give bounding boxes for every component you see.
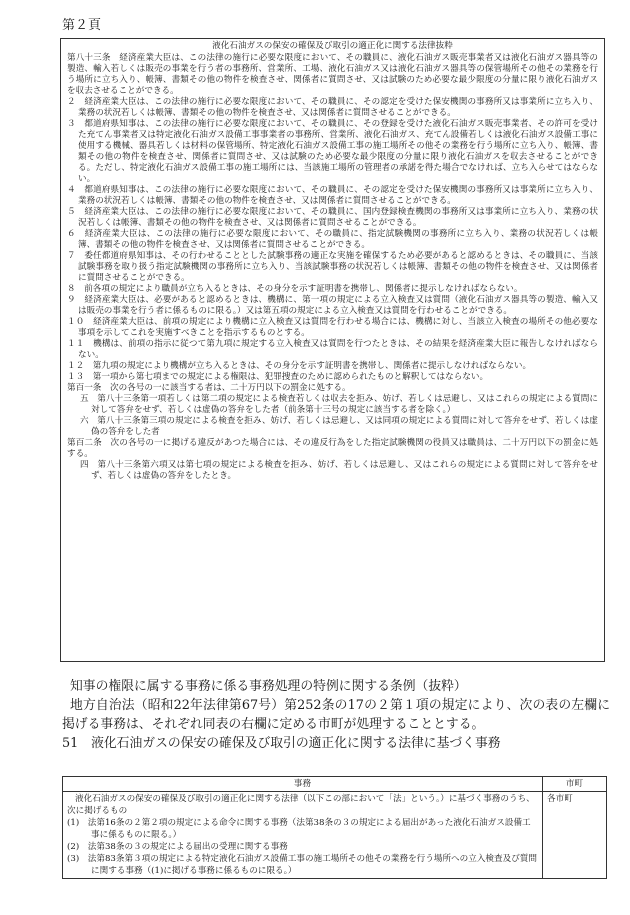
law-paragraph: ５ 経済産業大臣は、この法律の施行に必要な限度において、その職員に、国内登録検査機関の事務所又は事業所に立ち入り、業務の状況若しくは帳簿、書類その他の物件を検査させ、又は関係者に質問させることができる。 [67, 207, 598, 228]
law-paragraph: １１ 機構は、前項の指示に従つて第九項に規定する立入検査又は質問を行つたときは、その結果を経済産業大臣に報告しなければならない。 [67, 339, 598, 360]
header-affairs: 事務 [63, 777, 543, 792]
law-paragraph: ２ 経済産業大臣は、この法律の施行に必要な限度において、その職員に、その認定を受けた保安機関の事務所又は事業所に立ち入り、業務の状況若しくは帳簿、書類その他の物件を検査させ、又は関係者に質問させることができる。 [67, 97, 598, 118]
law-paragraph: ８ 前各項の規定により職員が立ち入るときは、その身分を示す証明書を携帯し、関係者に提示しなければならない。 [67, 284, 523, 294]
ordinance-title: 知事の権限に属する事務に係る事務処理の特例に関する条例（抜粋） [70, 679, 467, 694]
affairs-list-item: (1) 法第16条の２第２項の規定による命令に関する事務（法第38条の３の規定による届出があった液化石油ガス設備工事に係るものに限る。） [67, 818, 531, 840]
affairs-cell [63, 792, 543, 879]
law-paragraph: １０ 経済産業大臣は、前項の規定により機構に立入検査又は質問を行わせる場合には、機構に対し、当該立入検査の場所その他必要な事項を示してこれを実施すべきことを指示するものとする。 [67, 317, 598, 338]
affairs-table [62, 776, 607, 879]
law-paragraph: １２ 第九項の規定により機構が立ち入るときは、その身分を示す証明書を携帯し、関係者に提示しなければならない。 [67, 361, 532, 371]
table-header-row [63, 777, 607, 792]
law-paragraph: ７ 委任都道府県知事は、その行わせることとした試験事務の適正な実施を確保するため必要があると認めるときは、その職員に、当該試験事務を取り扱う指定試験機関の事務所に立ち入り、当該試験事務の状況若しくは帳簿、書類その他の物件を検査させ、又は関係者に質問させることができる。 [67, 251, 598, 283]
law-excerpt-title: 液化石油ガスの保安の確保及び取引の適正化に関する法律抜粋 [212, 41, 453, 51]
law-paragraph: ３ 都道府県知事は、この法律の施行に必要な限度において、その職員に、その登録を受けた液化石油ガス販売事業者、その許可を受けた充てん事業者又は特定液化石油ガス設備工事事業者の事務所、営業所、液化石油ガス、充てん設備若しくは液化石油ガス設備工事に使用する機械、器具若しくは材料の保管場所、特定液化石油ガス設備工事の施工場所その他その業務を行う場所に立ち入り、帳簿、書類その他の物件を検査させ、関係者に質問させ、又は試験のため必要な最少限度の分量に限り液化石油ガスを収去させることができる。ただし、特定液化石油ガス設備工事の施工場所には、当該施工場所の管理者の承諾を得た場合でなければ、立ち入らせてはならない。 [67, 119, 598, 184]
law-excerpt-box [60, 38, 605, 662]
law-paragraph: 四 第八十三条第六項又は第七項の規定による検査を拒み、妨げ、若しくは忌避し、又はこれらの規定による質問に対して答弁をせず、若しくは虚偽の答弁をしたとき。 [80, 460, 598, 481]
law-paragraph: 第百二条 次の各号の一に掲げる違反があつた場合には、その違反行為をした指定試験機関の役員又は職員は、二十万円以下の罰金に処する。 [67, 438, 598, 459]
header-city: 市町 [543, 777, 607, 792]
law-excerpt-body [67, 53, 598, 482]
law-paragraph: 第八十三条 経済産業大臣は、この法律の施行に必要な限度において、その職員に、液化石油ガス販売事業者又は液化石油ガス器具等の製造、輸入若しくは販売の事業を行う者の事務所、営業所、工場、液化石油ガス又は液化石油ガス器具等の保管場所その他その業務を行う場所に立ち入り、帳簿、書類その他の物件を検査させ、関係者に質問させ、又は試験のため必要な最少限度の分量に限り液化石油ガスを収去させることができる。 [67, 53, 598, 96]
ordinance-body: 地方自治法（昭和22年法律第67号）第252条の17の２第１項の規定により、次の表の左欄に掲げる事務は、それぞれ同表の右欄に定める市町が処理することとする。 [62, 698, 610, 732]
affairs-intro: 液化石油ガスの保安の確保及び取引の適正化に関する法律（以下この部において「法」という。）に基づく事務のうち、次に掲げるもの [67, 794, 535, 816]
affairs-items [67, 817, 538, 877]
affairs-list-item: (2) 法第38条の３の規定による届出の受理に関する事務 [67, 842, 288, 852]
law-paragraph: １３ 第一項から第七項までの規定による権限は、犯罪捜査のために認められたものと解釈してはならない。 [67, 372, 489, 382]
ordinance-item-title: 51 液化石油ガスの保安の確保及び取引の適正化に関する法律に基づく事務 [62, 736, 501, 751]
affairs-list-item: (3) 法第83条第３項の規定による特定液化石油ガス設備工事の施工場所その他その業務を行う場所への立入検査及び質問に関する事務（(1)に掲げる事務に係るものに限る。） [67, 854, 537, 876]
law-paragraph: ６ 経済産業大臣は、この法律の施行に必要な限度において、その職員に、指定試験機関の事務所に立ち入り、業務の状況若しくは帳簿、書類その他の物件を検査させ、又は関係者に質問させることができる。 [67, 229, 598, 250]
ordinance-section [62, 677, 610, 753]
table-row [63, 792, 607, 879]
law-paragraph: ９ 経済産業大臣は、必要があると認めるときは、機構に、第一項の規定による立入検査又は質問（液化石油ガス器具等の製造、輸入又は販売の事業を行う者に係るものに限る。）又は第五項の規定による立入検査又は質問を行わせることができる。 [67, 295, 598, 316]
law-paragraph: 六 第八十三条第三項の規定による検査を拒み、妨げ、若しくは忌避し、又は同項の規定による質問に対して答弁をせず、若しくは虚偽の答弁をした者 [80, 416, 598, 437]
city-cell: 各市町 [543, 792, 607, 879]
law-paragraph: ４ 都道府県知事は、この法律の施行に必要な限度において、その職員に、その認定を受けた保安機関の事務所又は事業所に立ち入り、業務の状況若しくは帳簿、書類その他の物件を検査させ、又は関係者に質問させることができる。 [67, 185, 598, 206]
page-number-label: 第２頁 [62, 18, 102, 33]
law-paragraph: 五 第八十三条第一項若しくは第二項の規定による検査若しくは収去を拒み、妨げ、若しくは忌避し、又はこれらの規定による質問に対して答弁をせず、若しくは虚偽の答弁をした者（前条第十三号の規定に該当する者を除く。） [80, 394, 598, 415]
law-paragraph: 第百一条 次の各号の一に該当する者は、二十万円以下の罰金に処する。 [67, 383, 351, 393]
